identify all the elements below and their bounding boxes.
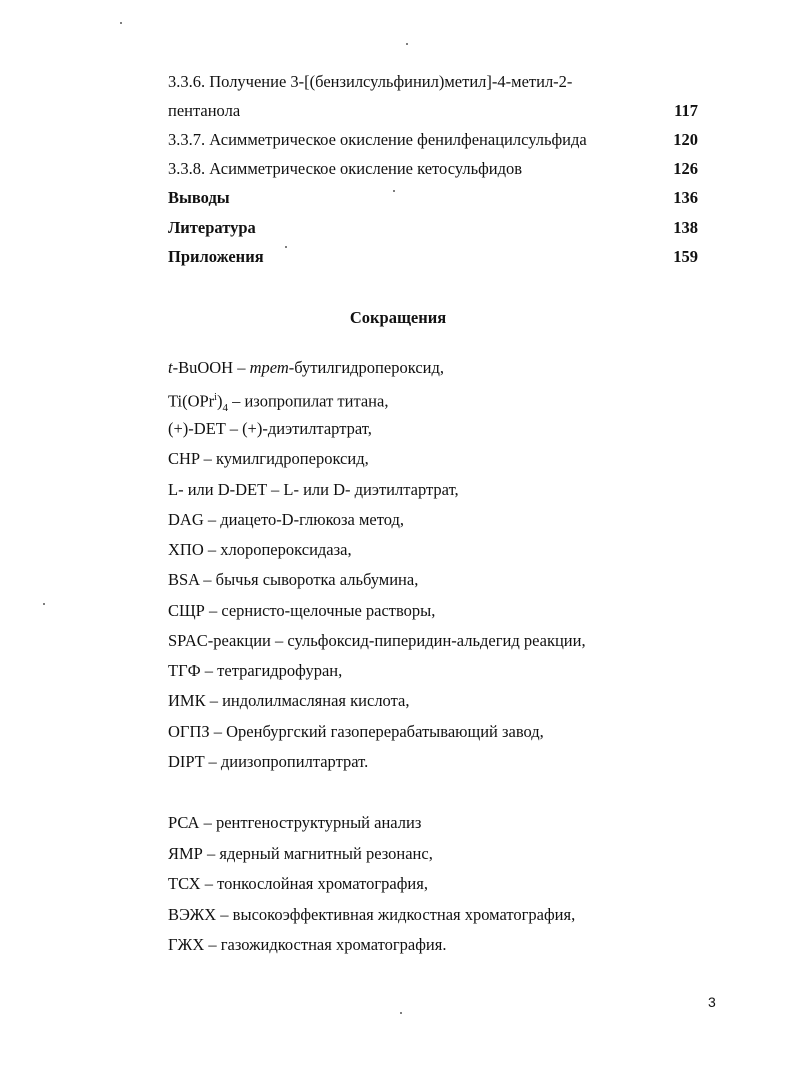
abbreviations-heading: Сокращения [349,308,447,327]
toc-item-text: Литература [168,218,256,237]
abbr-text: – изопропилат титана, [227,391,389,411]
toc-page-number: 126 [673,159,698,178]
abbr-text: -бутилгидропероксид, [288,358,444,377]
toc-page-number: 159 [673,247,698,266]
toc-page-number: 117 [674,101,698,120]
abbreviation-item: ЯМР – ядерный магнитный резонанс, [168,844,433,863]
abbreviation-item [168,358,444,378]
toc-page-number: 138 [673,218,698,237]
toc-item-text: 3.3.7. Асимметрическое окисление фенилфенацилсульфида [168,130,587,149]
abbreviation-item: DIPT – диизопропилтартрат. [168,752,369,771]
abbr-italic-word: трет [249,358,289,377]
toc-item-text: 3.3.6. Получение 3-[(бензилсульфинил)метил]-4-метил-2- [168,72,573,91]
toc-item-3-3-7 [168,130,698,150]
abbreviation-item: ГЖХ – газожидкостная хроматография. [168,935,447,954]
abbreviation-item: DAG – диацето-D-глюкоза метод, [168,510,405,529]
toc-item-3-3-6-line2 [168,101,698,121]
abbr-subscript: 4 [222,401,228,414]
scan-speck [393,190,395,192]
scan-speck [120,22,122,24]
toc-item-text: Приложения [168,247,264,266]
abbreviation-item: ХПО – хлоропероксидаза, [168,540,352,559]
toc-item-literature [168,218,698,238]
abbr-text: ) [216,391,223,411]
toc-item-3-3-8 [168,159,698,179]
scan-speck [400,1012,402,1014]
abbreviation-item: BSA – бычья сыворотка альбумина, [168,570,419,589]
abbreviation-item: SPAC-реакции – сульфоксид-пиперидин-альдегид реакции, [168,631,586,650]
toc-item-3-3-6-line1 [168,72,698,92]
abbreviation-item: РСА – рентгеноструктурный анализ [168,813,422,832]
abbreviation-item: ИМК – индолилмасляная кислота, [168,691,410,710]
abbreviation-item: L- или D-DET – L- или D- диэтилтартрат, [168,480,459,499]
page-number: 3 [708,994,716,1010]
abbreviation-item [168,388,388,418]
abbreviation-item: ОГПЗ – Оренбургский газоперерабатывающий завод, [168,722,544,741]
scan-speck [285,246,287,248]
abbreviation-item: ТГФ – тетрагидрофуран, [168,661,343,680]
toc-item-conclusions [168,188,698,208]
scan-speck [43,603,45,605]
toc-item-text: Выводы [168,188,230,207]
toc-item-text: 3.3.8. Асимметрическое окисление кетосульфидов [168,159,523,178]
scan-speck [406,43,408,45]
abbreviation-item: ТСХ – тонкослойная хроматография, [168,874,428,893]
abbreviation-item: CHP – кумилгидропероксид, [168,449,369,468]
toc-page-number: 136 [673,188,698,207]
abbreviation-item: СЩР – сернисто-щелочные растворы, [168,601,436,620]
abbr-superscript: i [214,392,217,403]
abbr-text: Ti(OPr [168,391,215,411]
abbreviation-item: ВЭЖХ – высокоэффективная жидкостная хроматография, [168,905,576,924]
abbreviation-item: (+)-DET – (+)-диэтилтартрат, [168,419,372,438]
toc-page-number: 120 [673,130,698,149]
toc-item-text: пентанола [168,101,241,120]
abbr-text: -BuOOH – [172,358,250,377]
abbr-italic-prefix: t [168,358,173,377]
toc-item-appendices [168,247,698,267]
